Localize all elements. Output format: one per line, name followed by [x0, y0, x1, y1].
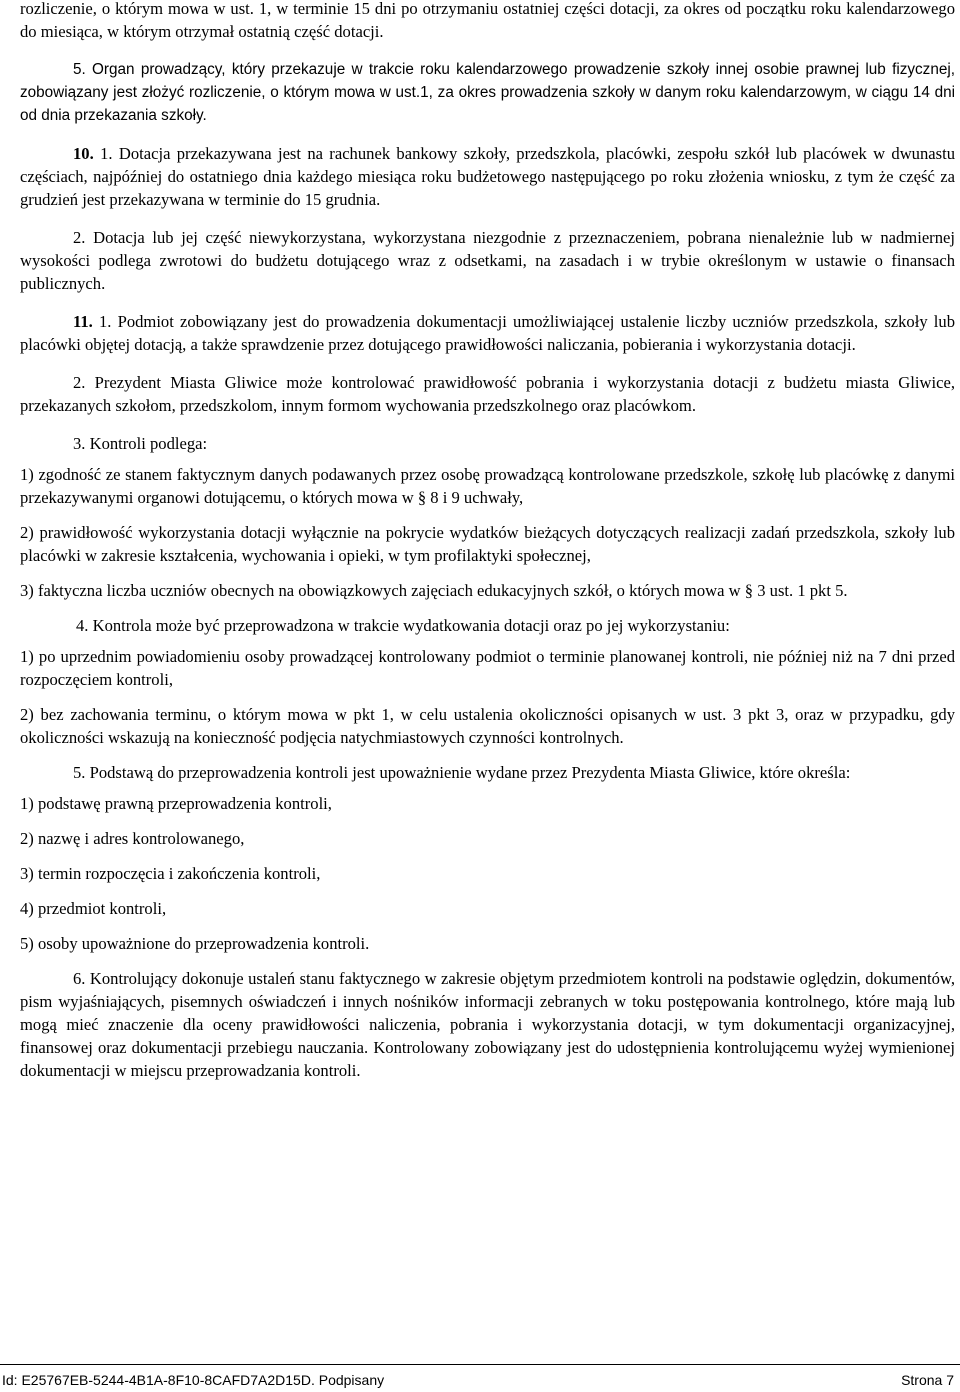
list-item: 4) przedmiot kontroli,	[20, 899, 167, 918]
section-10-number: 10.	[73, 144, 94, 163]
paragraph-continuation: rozliczenie, o którym mowa w ust. 1, w terminie 15 dni po otrzymaniu ostatniej części dotacji, za okres od początku roku kalendarzowego do miesiąca, w którym otrzymał ostatnią część dotacji.	[20, 0, 955, 41]
section-11-para-4: 4. Kontrola może być przeprowadzona w trakcie wydatkowania dotacji oraz po jej wykorzystaniu:	[76, 616, 730, 635]
list-item: 2) nazwę i adres kontrolowanego,	[20, 829, 245, 848]
section-11-para-5: 5. Podstawą do przeprowadzenia kontroli jest upoważnienie wydane przez Prezydenta Miasta Gliwice, które określa:	[73, 763, 851, 782]
list-item: 1) po uprzednim powiadomieniu osoby prowadzącej kontrolowany podmiot o terminie planowanej kontroli, nie później niż na 7 dni przed rozpoczęciem kontroli,	[20, 647, 955, 689]
section-11-para-1-text: 1. Podmiot zobowiązany jest do prowadzenia dokumentacji umożliwiającej ustalenie liczby uczniów przedszkola, szkoły lub placówki objętej dotacją, a także sprawdzenie przez dotującego prawidłowości naliczania, pobierania i wykorzystania dotacji.	[20, 312, 955, 354]
section-10-para-1-text: 1. Dotacja przekazywana jest na rachunek bankowy szkoły, przedszkola, placówki, zespołu szkół lub placówek w dwunastu częściach, najpóźniej do ostatniego dnia każdego miesiąca roku budżetowego następującego po roku złożenia wniosku, z tym że część za grudzień jest przekazywana w terminie do 15 grudnia.	[20, 144, 955, 209]
paragraph-5-body: Organ prowadzący, który przekazuje w trakcie roku kalendarzowego prowadzenie szkoły innej osobie prawnej lub fizycznej, zobowiązany jest złożyć rozliczenie, o którym mowa w ust.1, za okres prowadzenia szkoły w danym roku kalendarzowym, w ciągu 14 dni od dnia przekazania szkoły.	[20, 61, 955, 124]
section-11-para-1	[20, 310, 955, 356]
list-item: 2) bez zachowania terminu, o którym mowa w pkt 1, w celu ustalenia okoliczności opisanych w ust. 3 pkt 3, oraz w przypadku, gdy okoliczności wskazują na konieczność podjęcia natychmiastowych czynności kontrolnych.	[20, 705, 955, 747]
page-footer	[0, 1364, 960, 1392]
section-11-number: 11.	[73, 312, 93, 331]
list-item: 1) podstawę prawną przeprowadzenia kontroli,	[20, 794, 332, 813]
list-item: 3) termin rozpoczęcia i zakończenia kontroli,	[20, 864, 321, 883]
section-10-para-1	[20, 142, 955, 211]
document-id: Id: E25767EB-5244-4B1A-8F10-8CAFD7A2D15D. Podpisany	[2, 1372, 385, 1388]
section-11-para-6: 6. Kontrolujący dokonuje ustaleń stanu faktycznego w zakresie objętym przedmiotem kontroli na podstawie oględzin, dokumentów, pism wyjaśniających, pisemnych oświadczeń i innych nośników informacji zebranych w toku postępowania kontrolnego, które mają lub mogą mieć znaczenie dla oceny prawidłowości naliczenia, pobrania i wykorzystania dotacji, w tym dokumentacji organizacyjnej, finansowej oraz dokumentacji przebiegu nauczania. Kontrolowany zobowiązany jest do udostępnienia kontrolującemu wyżej wymienionej dokumentacji w miejscu przeprowadzania kontroli.	[20, 969, 955, 1080]
list-item: 3) faktyczna liczba uczniów obecnych na obowiązkowych zajęciach edukacyjnych szkół, o których mowa w § 3 ust. 1 pkt 5.	[20, 581, 848, 600]
page-number: Strona 7	[901, 1372, 954, 1388]
list-item: 5) osoby upoważnione do przeprowadzenia kontroli.	[20, 934, 370, 953]
list-item: 1) zgodność ze stanem faktycznym danych podawanych przez osobę prowadzącą kontrolowane przedszkole, szkołę lub placówkę z danymi przekazywanymi organowi dotującemu, o których mowa w § 8 i 9 uchwały,	[20, 465, 955, 507]
paragraph-5	[20, 58, 955, 127]
paragraph-5-number: 5.	[73, 61, 86, 78]
list-item: 2) prawidłowość wykorzystania dotacji wyłącznie na pokrycie wydatków bieżących dotyczących realizacji zadań przedszkola, szkoły lub placówki w zakresie kształcenia, wychowania i opieki, w tym profilaktyki społecznej,	[20, 523, 955, 565]
section-11-para-2: 2. Prezydent Miasta Gliwice może kontrolować prawidłowość pobrania i wykorzystania dotacji z budżetu miasta Gliwice, przekazanych szkołom, przedszkolom, innym formom wychowania przedszkolnego oraz placówkom.	[20, 373, 955, 415]
section-10-para-2: 2. Dotacja lub jej część niewykorzystana, wykorzystana niezgodnie z przeznaczeniem, pobrana nienależnie lub w nadmiernej wysokości podlega zwrotowi do budżetu dotującego wraz z odsetkami, na zasadach i w trybie określonym w ustawie o finansach publicznych.	[20, 228, 955, 293]
section-11-para-3: 3. Kontroli podlega:	[73, 434, 208, 453]
document-page	[20, 0, 955, 1097]
